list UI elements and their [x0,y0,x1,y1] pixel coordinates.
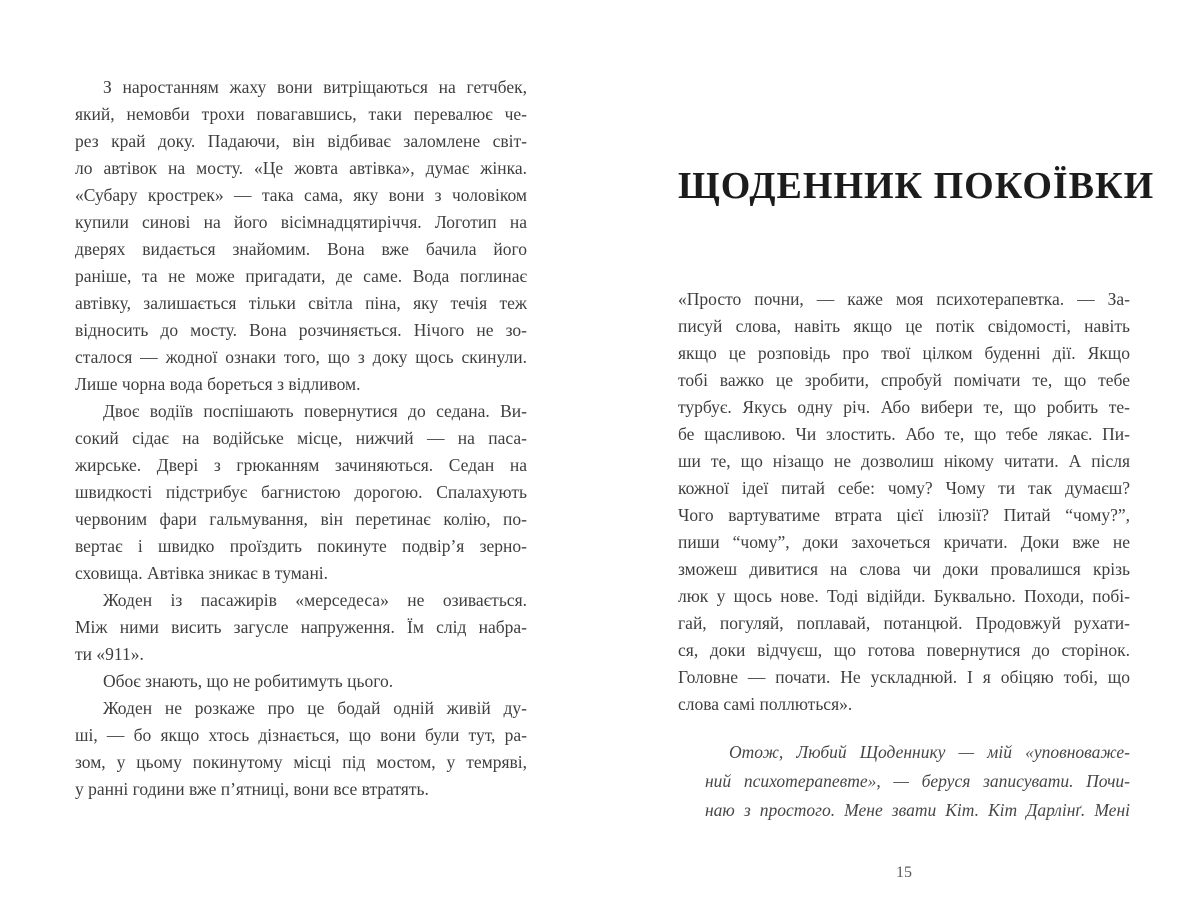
text-line: люк у щось нове. Тоді відійди. Буквально. Походи, побі- [678,586,1130,606]
paragraph [75,587,527,668]
text-line: слова самі поллються». [678,694,853,714]
chapter-title: ЩОДЕННИК ПОКОЇВКИ [678,165,1155,207]
text-line: ши те, що нізащо не дозволиш нікому читати. А після [678,451,1130,471]
text-line: бе щасливою. Чи злостить. Або те, що тебе лякає. Пи- [678,424,1130,444]
text-line: червоним фари гальмування, він перетинає колію, по- [75,509,527,529]
text-line: жирське. Двері з грюканням зачиняються. Седан на [75,455,527,475]
text-line: сокий сідає на водійське місце, нижчий — на паса- [75,428,527,448]
right-page [678,0,1155,923]
paragraph [75,668,527,695]
text-line: зом, у цьому покинутому місці під мостом, у темряві, [75,752,527,772]
text-line: якщо це розповідь про твої цілком буденні дії. Якщо [678,343,1130,363]
text-line: пиши “чому”, доки захочеться кричати. Доки вже не [678,532,1130,552]
text-line: сталося — жодної ознаки того, що з доку щось скинули. [75,347,527,367]
text-line: який, немовби трохи повагавшись, таки перевалює че- [75,104,527,124]
text-line: кожної ідеї питай себе: чому? Чому ти так думаєш? [678,478,1130,498]
text-line: відносить до мосту. Вона розчиняється. Нічого не зо- [75,320,527,340]
page-number: 15 [896,864,912,881]
text-line: вертає і швидко проїздить покинуте подвір’я зерно- [75,536,527,556]
text-line: гай, погуляй, поплавай, потанцюй. Продовжуй рухати- [678,613,1130,633]
text-line: дверях видається знайомим. Вона вже бачила його [75,239,527,259]
paragraph [75,695,527,803]
text-line: ло автівок на мосту. «Це жовта автівка», думає жінка. [75,158,527,178]
right-page-body-text [678,286,1130,718]
text-line: тобі важко це зробити, спробуй помічати те, що тебе [678,370,1130,390]
text-line: Між ними висить загусле напруження. Їм слід набра- [75,617,527,637]
text-line: З наростанням жаху вони витріщаються на гетчбек, [103,77,527,97]
left-page [75,0,527,923]
paragraph [75,74,527,398]
text-line: Двоє водіїв поспішають повернутися до седана. Ви- [103,401,527,421]
text-line: ний психотерапевте», — беруся записувати. Почи- [705,771,1130,791]
text-line: турбує. Якусь одну річ. Або вибери те, що робить те- [678,397,1130,417]
text-line: Обоє знають, що не робитимуть цього. [103,671,394,691]
text-line: Головне — почати. Не ускладнюй. І я обіцяю тобі, що [678,667,1130,687]
text-line: автівку, залишається тільки світла піна, яку течія теж [75,293,527,313]
text-line: сховища. Автівка зникає в тумані. [75,563,329,583]
text-line: Жоден не розкаже про це бодай одній живій ду- [103,698,527,718]
text-line: рез край доку. Падаючи, він відбиває заломлене світ- [75,131,527,151]
text-line: «Просто почни, — каже моя психотерапевтка. — За- [678,289,1130,309]
text-line: у ранні години вже п’ятниці, вони все втратять. [75,779,429,799]
epigraph-paragraph [705,738,1130,825]
text-line: ші, — бо якщо хтось дізнається, що вони були тут, ра- [75,725,527,745]
paragraph [678,286,1130,718]
text-line: Лише чорна вода бореться з відливом. [75,374,361,394]
text-line: писуй слова, навіть якщо це потік свідомості, навіть [678,316,1130,336]
text-line: швидкості підстрибує багнистою дорогою. Спалахують [75,482,527,502]
text-line: ся, доки відчуєш, що готова повернутися до сторінок. [678,640,1130,660]
left-page-body-text [75,74,527,803]
paragraph [75,398,527,587]
text-line: Отож, Любий Щоденнику — мій «уповноваже- [729,742,1130,762]
text-line: Жоден із пасажирів «мерседеса» не озивається. [103,590,527,610]
text-line: Чого вартуватиме втрата цієї ілюзії? Питай “чому?”, [678,505,1130,525]
text-line: раніше, та не може пригадати, де саме. Вода поглинає [75,266,527,286]
paragraph [705,738,1130,825]
text-line: купили синові на його вісімнадцятиріччя. Логотип на [75,212,527,232]
text-line: зможеш дивитися на слова чи доки провалишся крізь [678,559,1130,579]
text-line: наю з простого. Мене звати Кіт. Кіт Дарлінґ. Мені [705,800,1130,820]
text-line: ти «911». [75,644,144,664]
text-line: «Субару крострек» — така сама, яку вони з чоловіком [75,185,527,205]
